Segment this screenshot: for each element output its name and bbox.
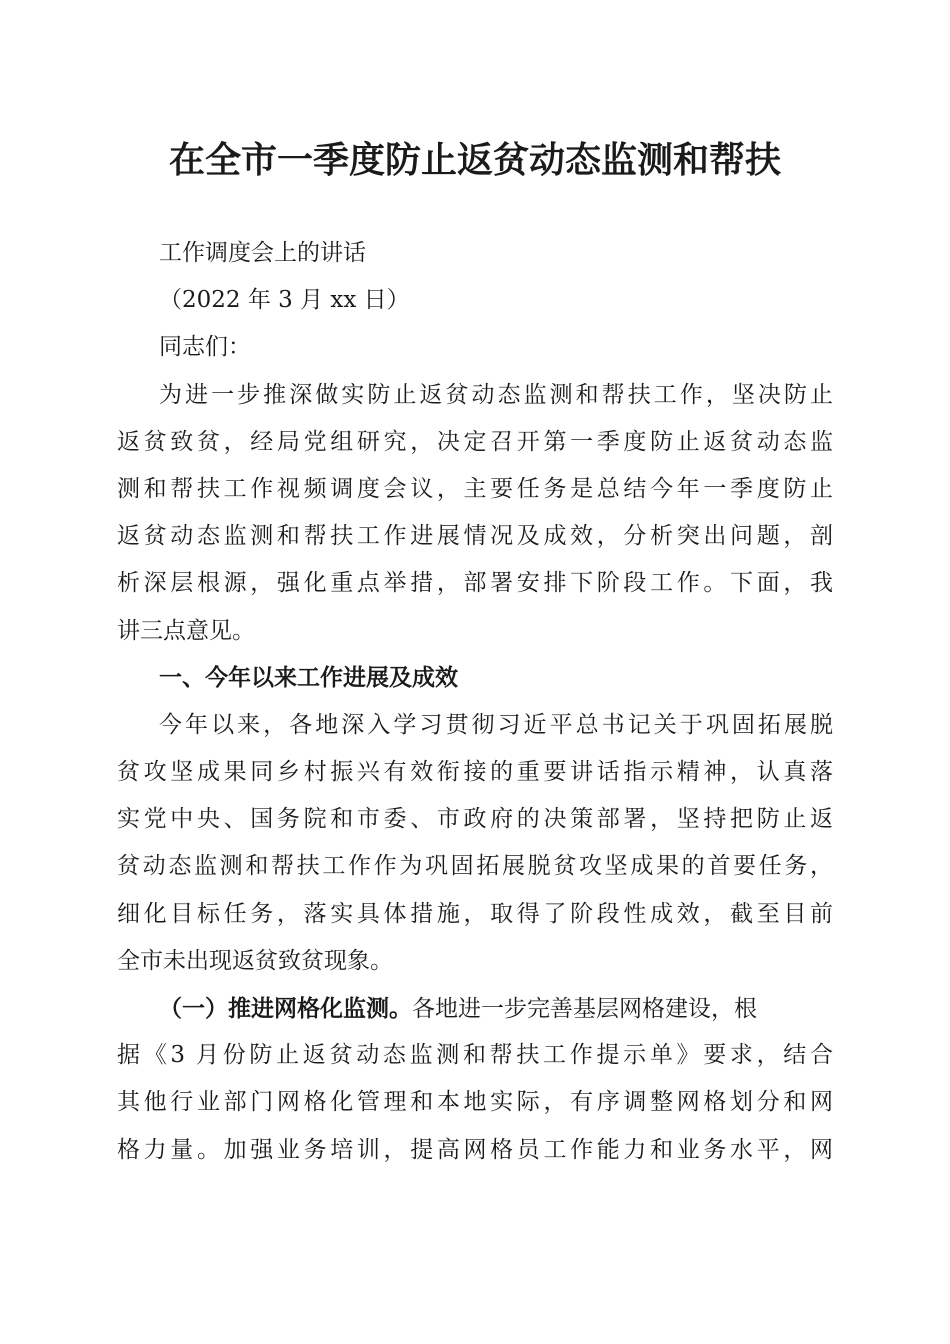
paragraph-line: 为进一步推深做实防止返贫动态监测和帮扶工作，坚决防止 (159, 381, 833, 408)
paragraph-line: 全市未出现返贫致贫现象。 (117, 947, 393, 974)
paragraph-line: 细化目标任务，落实具体措施，取得了阶段性成效，截至目前 (117, 900, 833, 927)
paragraph-line: 其他行业部门网格化管理和本地实际，有序调整网格划分和网 (117, 1089, 833, 1116)
paragraph-line: 讲三点意见。 (117, 617, 255, 644)
paragraph-line: 返贫致贫，经局党组研究，决定召开第一季度防止返贫动态监 (117, 428, 833, 455)
paragraph-line (117, 985, 833, 1032)
document-title: 在全市一季度防止返贫动态监测和帮扶 (168, 139, 781, 181)
date-line: （2022 年 3 月 xx 日） (159, 287, 410, 314)
document-body (117, 230, 833, 1174)
paragraph-line: 格力量。加强业务培训，提高网格员工作能力和业务水平，网 (117, 1136, 833, 1163)
sub-heading: （一）推进网格化监测。 (159, 995, 412, 1022)
paragraph-line: 实党中央、国务院和市委、市政府的决策部署，坚持把防止返 (117, 806, 833, 833)
paragraph-line: 贫动态监测和帮扶工作作为巩固拓展脱贫攻坚成果的首要任务， (117, 853, 833, 880)
subtitle-line: 工作调度会上的讲话 (159, 240, 366, 266)
salutation: 同志们： (159, 334, 251, 361)
section-heading: 一、今年以来工作进展及成效 (159, 664, 458, 691)
paragraph-line: 今年以来，各地深入学习贯彻习近平总书记关于巩固拓展脱 (159, 711, 833, 738)
paragraph-line: 析深层根源，强化重点举措，部署安排下阶段工作。下面，我 (117, 570, 833, 597)
paragraph-line: 测和帮扶工作视频调度会议，主要任务是总结今年一季度防止 (117, 475, 833, 502)
sub-heading-continuation: 各地进一步完善基层网格建设，根 (412, 996, 757, 1022)
paragraph-line: 据《3 月份防止返贫动态监测和帮扶工作提示单》要求，结合 (117, 1042, 833, 1069)
paragraph-line: 返贫动态监测和帮扶工作进展情况及成效，分析突出问题，剖 (117, 523, 833, 550)
paragraph-line: 贫攻坚成果同乡村振兴有效衔接的重要讲话指示精神，认真落 (117, 759, 833, 786)
